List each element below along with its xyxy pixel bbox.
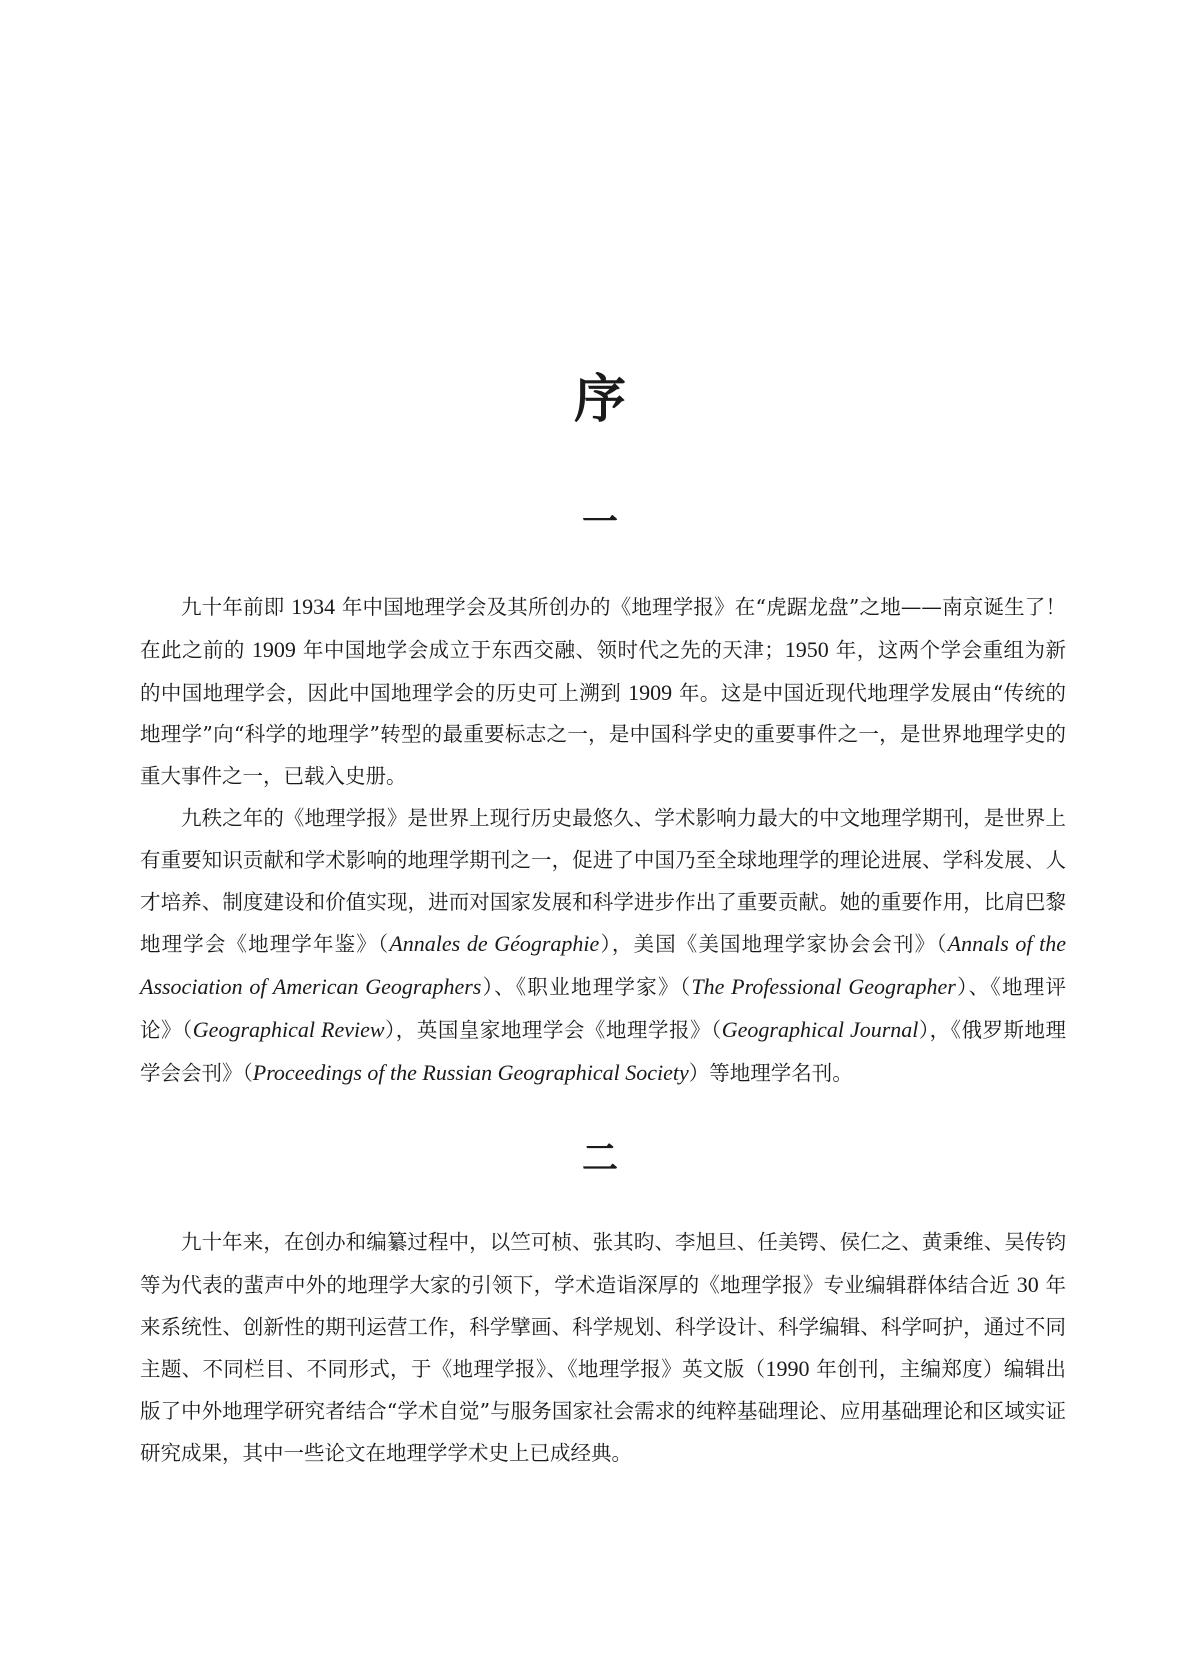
paragraph	[140, 798, 1066, 1095]
page-title: 序	[573, 369, 626, 430]
english-title-text: Proceedings of the Russian Geographical Society	[252, 1059, 689, 1085]
number-text: 1934	[291, 594, 336, 619]
text-run: 年，这两个学会重组为新的中国地理学会，因此中国地理学会的历史可上溯到	[140, 637, 1066, 705]
text-run: 年中国地学会成立于东西交融、领时代之先的天津；	[295, 637, 785, 662]
english-title-text: Geographical Journal	[721, 1016, 919, 1042]
text-run: 九十年前即	[181, 595, 292, 619]
number-text: 1909	[628, 679, 673, 705]
english-title-text: Geographical Review	[192, 1016, 385, 1042]
english-title-text: Annales de Géographie	[389, 931, 600, 957]
text-run: 年中国地理学会及其所创办的《地理学报》在“虎踞龙盘”之地——南京诞生了！在此之前的	[140, 595, 1066, 662]
number-text: 30	[1016, 1271, 1039, 1297]
text-run: 九秩之年的《地理学报》是世界上现行历史最悠久、学术影响力最大的中文地理学期刊，是世界上有重要知识贡献和学术影响的地理学期刊之一，促进了中国乃至全球地理学的理论进展、学科发展、人才培养、制度建设和价值实现，进而对国家发展和科学进步作出了重要贡献。她的重要作用，比肩巴黎地理学会《地理学年鉴》（	[140, 805, 1066, 957]
number-text: 1990	[765, 1356, 810, 1382]
section-heading-1: 一	[581, 501, 618, 543]
text-run: ），美国《美国地理学家协会会刊》（	[599, 932, 948, 957]
text-run: ），《俄罗斯地理学会会刊》（	[140, 1017, 1066, 1085]
text-run: 年来系统性、创新性的期刊运营工作，科学擘画、科学规划、科学设计、科学编辑、科学呵护，通过不同主题、不同栏目、不同形式，于《地理学报》、《地理学报》英文版（	[140, 1272, 1066, 1382]
number-text: 1909	[251, 636, 296, 662]
paragraph	[140, 586, 1066, 798]
section-2-body	[140, 1222, 1066, 1475]
text-run: ）、《地理评论》（	[140, 975, 1066, 1042]
text-run: ），英国皇家地理学会《地理学报》（	[384, 1017, 722, 1042]
paragraph	[140, 1222, 1066, 1475]
section-1-body	[140, 586, 1066, 1095]
english-title-text: The Professional Geographer	[691, 974, 956, 1000]
english-title-text: Annals of the Association of American Geographers	[140, 931, 1067, 1000]
text-run: 年。这是中国近现代地理学发展由“传统的地理学”向“科学的地理学”转型的最重要标志之一，是中国科学史的重要事件之一，是世界地理学史的重大事件之一，已载入史册。	[140, 680, 1067, 789]
text-run: ）等地理学名刊。	[688, 1060, 853, 1085]
text-run: 年创刊，主编郑度）编辑出版了中外地理学研究者结合“学术自觉”与服务国家社会需求的纯粹基础理论、应用基础理论和区域实证研究成果，其中一些论文在地理学学术史上已成经典。	[140, 1357, 1067, 1465]
text-run: 九十年来，在创办和编纂过程中，以竺可桢、张其昀、李旭旦、任美锷、侯仁之、黄秉维、吴传钧等为代表的蜚声中外的地理学大家的引领下，学术造诣深厚的《地理学报》专业编辑群体结合近	[140, 1230, 1066, 1297]
text-run: ）、《职业地理学家》（	[481, 975, 692, 1000]
section-heading-2: 二	[581, 1137, 618, 1179]
number-text: 1950	[784, 636, 829, 662]
